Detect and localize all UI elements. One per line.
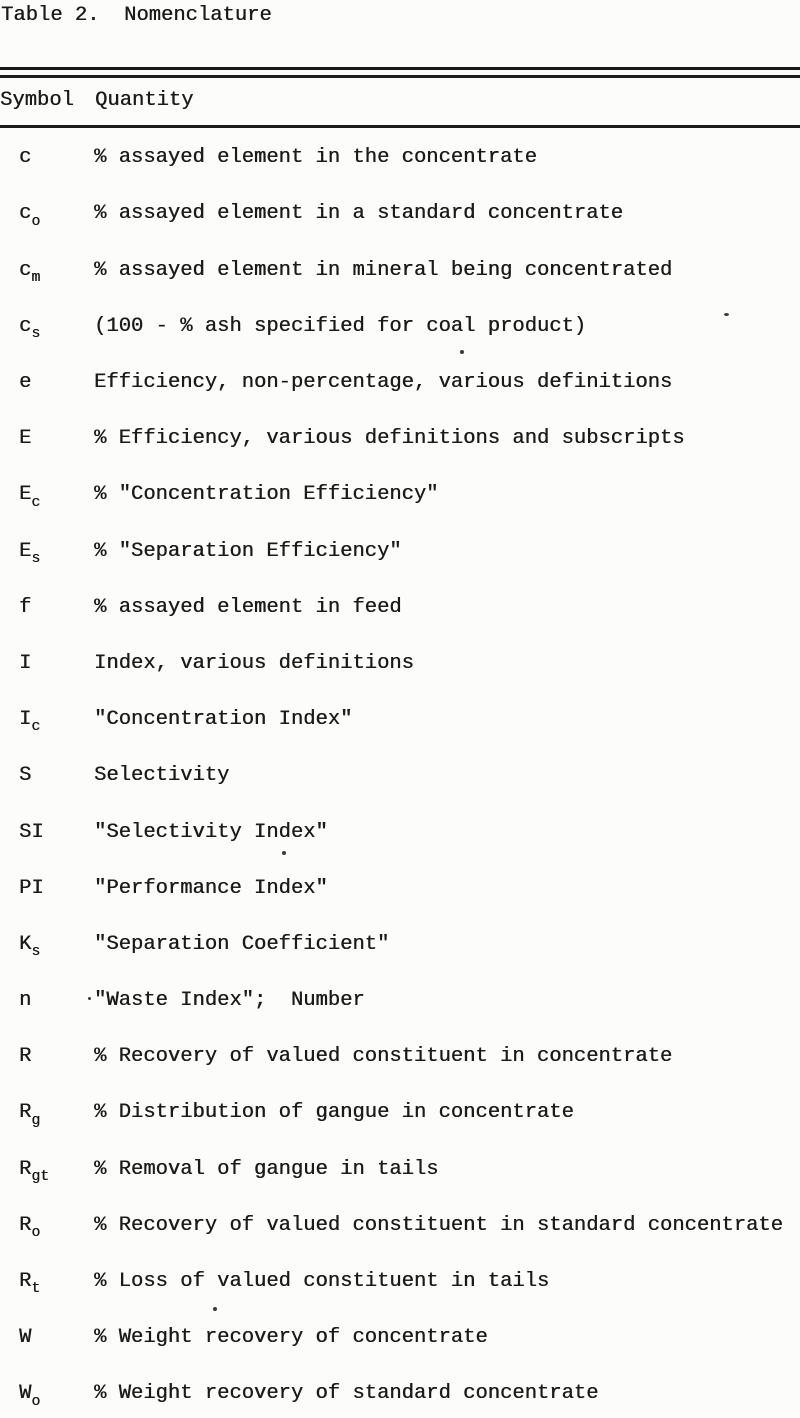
symbol-cell: $R_{gt}$ <box>19 1157 50 1185</box>
quantity-cell: "Separation Coefficient" <box>94 932 390 956</box>
symbol-cell: e <box>19 371 32 395</box>
symbol-cell: SI <box>19 820 44 844</box>
table-row <box>0 1366 800 1418</box>
quantity-cell: % Distribution of gangue in concentrate <box>94 1101 574 1125</box>
symbol-cell: E <box>19 427 32 451</box>
symbol-cell: W <box>19 1326 32 1350</box>
table-row <box>0 355 800 411</box>
scan-artifact-dot <box>282 851 286 855</box>
table-row <box>0 1085 800 1141</box>
symbol-cell: S <box>19 764 32 788</box>
table-row <box>0 580 800 636</box>
table-row <box>0 692 800 748</box>
table-row <box>0 636 800 692</box>
table-row <box>0 467 800 523</box>
quantity-cell: % assayed element in the concentrate <box>94 146 537 170</box>
table-row <box>0 1198 800 1254</box>
symbol-cell: $c_s$ <box>19 314 41 343</box>
symbol-cell: $I_c$ <box>19 708 41 736</box>
symbol-cell: n <box>19 989 32 1013</box>
symbol-cell: $c_o$ <box>19 202 41 230</box>
table-row <box>0 523 800 579</box>
symbol-cell: $R_o$ <box>19 1213 41 1242</box>
symbol-cell: $E_c$ <box>19 483 41 511</box>
quantity-cell: % "Concentration Efficiency" <box>94 483 439 507</box>
quantity-cell: Selectivity <box>94 764 230 788</box>
quantity-cell: % assayed element in a standard concentrate <box>94 202 623 226</box>
table-title: Table 2. Nomenclature <box>1 4 272 27</box>
table-row <box>0 1029 800 1085</box>
symbol-cell: $K_s$ <box>19 932 41 961</box>
table-row <box>0 242 800 298</box>
symbol-cell: $R_t$ <box>19 1270 41 1298</box>
symbol-cell: I <box>19 651 32 675</box>
table-row <box>0 1141 800 1197</box>
quantity-cell: % assayed element in mineral being concentrated <box>94 258 673 282</box>
column-header-symbol: Symbol <box>0 89 74 112</box>
symbol-cell: c <box>19 146 32 170</box>
symbol-cell: $R_g$ <box>19 1101 41 1129</box>
quantity-cell: "Waste Index"; Number <box>94 989 365 1013</box>
quantity-cell: "Concentration Index" <box>94 708 353 732</box>
quantity-cell: % Loss of valued constituent in tails <box>94 1270 550 1294</box>
table-row <box>0 860 800 916</box>
quantity-cell: % Removal of gangue in tails <box>94 1157 439 1181</box>
symbol-cell: PI <box>19 876 44 900</box>
table-top-double-rule <box>0 67 800 78</box>
table-row <box>0 1254 800 1310</box>
quantity-cell: % Recovery of valued constituent in standard concentrate <box>94 1213 783 1237</box>
quantity-cell: % "Separation Efficiency" <box>94 539 402 563</box>
symbol-cell: $W_o$ <box>19 1382 41 1410</box>
quantity-cell: % Recovery of valued constituent in concentrate <box>94 1045 673 1069</box>
column-header-quantity: Quantity <box>95 89 194 112</box>
table-row <box>0 186 800 242</box>
scan-artifact-dot <box>724 313 729 316</box>
symbol-cell: $E_s$ <box>19 539 41 567</box>
table-row <box>0 1310 800 1366</box>
quantity-cell: % assayed element in feed <box>94 595 402 619</box>
table-header-rule <box>0 125 800 128</box>
quantity-cell: "Performance Index" <box>94 876 328 900</box>
scan-artifact-dot <box>88 997 91 1000</box>
symbol-cell: R <box>19 1045 32 1069</box>
quantity-cell: Index, various definitions <box>94 651 414 675</box>
table-row <box>0 299 800 355</box>
quantity-cell: "Selectivity Index" <box>94 820 328 844</box>
symbol-cell: $c_m$ <box>19 258 41 286</box>
quantity-cell: % Efficiency, various definitions and subscripts <box>94 427 685 451</box>
table-row <box>0 748 800 804</box>
quantity-cell: % Weight recovery of concentrate <box>94 1326 488 1350</box>
quantity-cell: (100 - % ash specified for coal product) <box>94 314 587 338</box>
table-row <box>0 130 800 186</box>
table-rows <box>0 130 800 1418</box>
table-row <box>0 411 800 467</box>
table-row <box>0 973 800 1029</box>
scan-artifact-dot <box>213 1307 217 1311</box>
quantity-cell: Efficiency, non-percentage, various definitions <box>94 371 673 395</box>
table-row <box>0 804 800 860</box>
scan-artifact-dot <box>460 350 464 354</box>
quantity-cell: % Weight recovery of standard concentrate <box>94 1382 599 1406</box>
symbol-cell: f <box>19 595 32 619</box>
table-row <box>0 917 800 973</box>
